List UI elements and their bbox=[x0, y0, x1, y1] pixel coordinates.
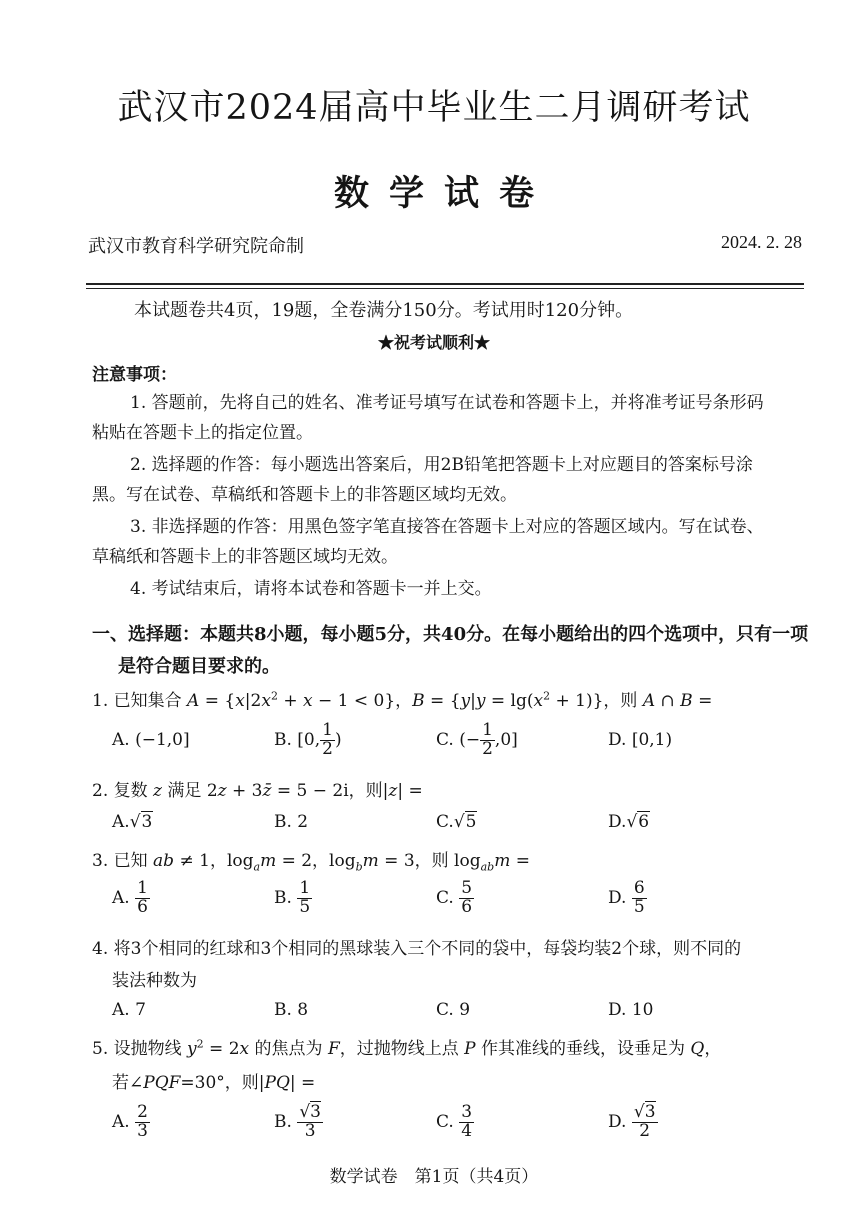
question-4-line-1: 4. 将3个相同的红球和3个相同的黑球装入三个不同的袋中，每袋均装2个球，则不同的 bbox=[92, 939, 742, 959]
section-heading-line-2: 是符合题目要求的。 bbox=[118, 656, 280, 677]
intro-text: 本试题卷共4页，19题，全卷满分150分。考试用时120分钟。 bbox=[134, 300, 634, 321]
fraction: $\frac{1}{2}$ bbox=[482, 720, 493, 759]
q4-option-a: A. 7 bbox=[112, 1000, 146, 1020]
page-footer: 数学试卷 第1页（共4页） bbox=[329, 1167, 539, 1187]
fraction: $\frac{5}{6}$ bbox=[461, 878, 473, 917]
wish-text: ★祝考试顺利★ bbox=[377, 333, 490, 352]
q1-option-d: D. [0,1) bbox=[608, 730, 673, 750]
note-1-line-1: 1. 答题前，先将自己的姓名、准考证号填写在试卷和答题卡上，并将准考证号条形码 bbox=[130, 393, 764, 413]
fraction: $\frac{1}{2}$ bbox=[322, 720, 333, 759]
q5-option-d: D. $\frac{√3}{2}$ bbox=[608, 1102, 656, 1141]
note-2-line-2: 黑。写在试卷、草稿纸和答题卡上的非答题区域均无效。 bbox=[92, 485, 517, 505]
note-1-line-2: 粘贴在答题卡上的指定位置。 bbox=[92, 423, 313, 443]
q3-option-d: D. $\frac{6}{5}$ bbox=[608, 878, 645, 917]
q4-option-b: B. 8 bbox=[274, 1000, 309, 1020]
notes-heading: 注意事项： bbox=[92, 365, 177, 385]
question-1: 1. 已知集合 $A = \{x|2x^2 + x - 1 < 0\}$，$B = \{y|y = \lg(x^2 + 1)\}$，则 A ∩ B = bbox=[92, 689, 713, 711]
sqrt: √5 bbox=[453, 812, 477, 832]
q3-option-c: C. $\frac{5}{6}$ bbox=[436, 878, 473, 917]
question-3: 3. 已知 ab ≠ 1，$\log_am = 2$，$\log_bm = 3$，则 $\log_{ab}m$ = bbox=[92, 851, 530, 874]
q2-option-b: B. 2 bbox=[274, 812, 309, 832]
note-2-line-1: 2. 选择题的作答：每小题选出答案后，用2B铅笔把答题卡上对应题目的答案标号涂 bbox=[130, 455, 753, 475]
question-text: 已知集合 bbox=[113, 691, 182, 711]
fraction: $\frac{√3}{3}$ bbox=[299, 1102, 321, 1141]
q3-option-a: A. $\frac{1}{6}$ bbox=[112, 878, 148, 917]
fraction: $\frac{3}{4}$ bbox=[461, 1102, 473, 1141]
question-5-line-2: 若∠PQF=30°，则|PQ| = bbox=[112, 1073, 316, 1093]
sqrt: √3 bbox=[129, 812, 153, 832]
q1-option-b: B. [0, $\frac{1}{2}$ ) bbox=[274, 720, 342, 759]
question-2: 2. 复数 z 满足 2z + 3z̄ = 5 − 2i，则|z| = bbox=[92, 781, 423, 801]
exam-title: 武汉市2024届高中毕业生二月调研考试 bbox=[117, 88, 751, 128]
note-4: 4. 考试结束后，请将本试卷和答题卡一并上交。 bbox=[130, 579, 492, 599]
question-number: 1. bbox=[92, 691, 109, 711]
question-5-line-1: 5. 设抛物线 $y^2 = 2x$ 的焦点为 F，过抛物线上点 P 作其准线的垂线，设垂足为 Q， bbox=[92, 1037, 722, 1059]
q4-option-d: D. 10 bbox=[608, 1000, 654, 1020]
q5-option-a: A. $\frac{2}{3}$ bbox=[112, 1102, 148, 1141]
exam-date: 2024. 2. 28 bbox=[721, 232, 802, 252]
fraction: $\frac{√3}{2}$ bbox=[633, 1102, 656, 1141]
q2-option-a: A.√3 bbox=[112, 812, 153, 832]
fraction: $\frac{2}{3}$ bbox=[137, 1102, 148, 1141]
header-rule-thin bbox=[86, 288, 804, 289]
fraction: $\frac{1}{5}$ bbox=[299, 878, 311, 917]
note-3-line-2: 草稿纸和答题卡上的非答题区域均无效。 bbox=[92, 547, 398, 567]
q5-option-c: C. $\frac{3}{4}$ bbox=[436, 1102, 473, 1141]
q5-option-b: B. $\frac{√3}{3}$ bbox=[274, 1102, 321, 1141]
q3-option-b: B. $\frac{1}{5}$ bbox=[274, 878, 311, 917]
header-rule-thick bbox=[86, 283, 804, 285]
q1-option-c: C. (− $\frac{1}{2}$ ,0] bbox=[436, 720, 518, 759]
q2-option-c: C.√5 bbox=[436, 812, 477, 832]
issuer: 武汉市教育科学研究院命制 bbox=[88, 236, 304, 257]
question-4-line-2: 装法种数为 bbox=[112, 971, 197, 991]
q2-option-d: D.√6 bbox=[608, 812, 650, 832]
fraction: $\frac{6}{5}$ bbox=[633, 878, 645, 917]
subject-title: 数学试卷 bbox=[333, 173, 554, 214]
q1-option-a: A. (−1,0] bbox=[112, 730, 190, 750]
note-3-line-1: 3. 非选择题的作答：用黑色签字笔直接答在答题卡上对应的答题区域内。写在试卷、 bbox=[130, 517, 764, 537]
sqrt: √6 bbox=[626, 812, 650, 832]
q4-option-c: C. 9 bbox=[436, 1000, 471, 1020]
section-heading-line-1: 一、选择题：本题共8小题，每小题5分，共40分。在每小题给出的四个选项中，只有一项 bbox=[92, 624, 809, 645]
fraction: $\frac{1}{6}$ bbox=[137, 878, 148, 917]
